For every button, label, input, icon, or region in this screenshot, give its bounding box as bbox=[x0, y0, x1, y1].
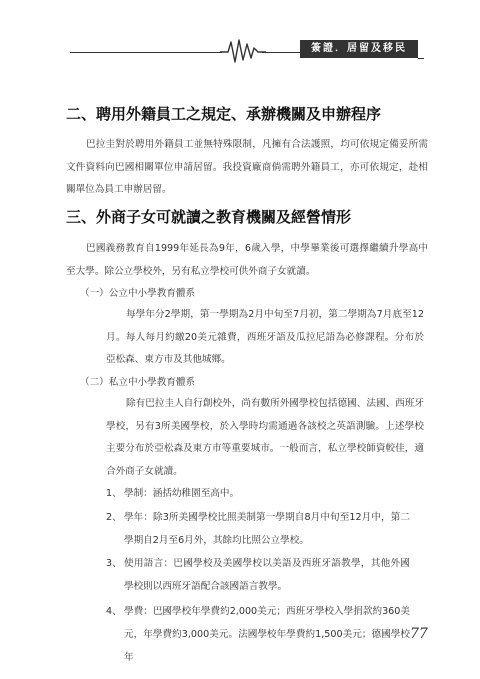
subsection-1-paragraph: 每學年分2學期，第一學期為2月中旬至7月初，第二學期為7月底至12月。每人每月約繳20美元雜費，西班牙語及瓜拉尼語為必修課程。分布於亞松森、東方市及其他城鄉。 bbox=[106, 309, 424, 365]
list-item-text: 學年：除3所美國學校比照美制第一學期自8月中旬至12月中，第二學期自2月至6月外，其餘均比照公立學校。 bbox=[124, 512, 410, 546]
header-rule-right bbox=[262, 52, 300, 53]
list-item-number: 3、 bbox=[106, 558, 122, 569]
list-item bbox=[106, 482, 424, 504]
chapter-title: 簽證．居留及移民 bbox=[300, 40, 418, 58]
header-rule-left bbox=[70, 52, 222, 53]
subsection-2-paragraph: 除有巴拉圭人自行創校外，尚有數所外國學校包括德國、法國、西班牙學校，另有3所美國學校，於入學時均需通過各該校之英語測驗。上述學校主要分布於亞松森及東方市等重要城市。一般而言，私立學校師資較佳，適合外商子女就讀。 bbox=[106, 398, 424, 477]
section-3-paragraph: 巴國義務教育自1999年延長為9年，6歲入學，中學畢業後可選擇繼續升學高中至大學。除公立學校外，另有私立學校可供外商子女就讀。 bbox=[66, 243, 428, 277]
list-item bbox=[106, 600, 424, 663]
subsection-2-label: （二）私立中小學教育體系 bbox=[80, 377, 196, 388]
page-header bbox=[0, 0, 480, 70]
header-rule-end bbox=[418, 58, 424, 59]
list-item-number: 1、 bbox=[106, 488, 122, 499]
pulse-line-icon bbox=[220, 38, 266, 64]
list-item bbox=[106, 552, 424, 598]
list-item-number: 4、 bbox=[106, 606, 122, 617]
list-item bbox=[106, 506, 424, 552]
section-heading-3: 三、外商子女可就讀之教育機關及經營情形 bbox=[66, 208, 352, 226]
list-item-text: 使用語言：巴國學校及美國學校以美語及西班牙語教學，其他外國學校則以西班牙語配合該國語言教學。 bbox=[124, 558, 410, 592]
list-item-text: 學制：涵括幼稚園至高中。 bbox=[124, 488, 240, 499]
list-item-text: 學費：巴國學校年學費約2,000美元；西班牙學校入學捐款約360美元，年學費約3,000美元。法國學校年學費約1,500美元；德國學校年 bbox=[124, 606, 410, 663]
section-heading-2: 二、聘用外籍員工之規定、承辦機關及申辦程序 bbox=[66, 105, 382, 123]
page-number: 77 bbox=[410, 626, 428, 642]
list-item-number: 2、 bbox=[106, 512, 122, 523]
section-2-paragraph: 巴拉圭對於聘用外籍員工並無特殊限制，凡擁有合法護照，均可依規定備妥所需文件資料向巴國相關單位申請居留。我投資廠商倘需聘外籍員工，亦可依規定，赴相關單位為員工申辦居留。 bbox=[66, 139, 428, 195]
subsection-1-label: （一）公立中小學教育體系 bbox=[80, 288, 196, 299]
